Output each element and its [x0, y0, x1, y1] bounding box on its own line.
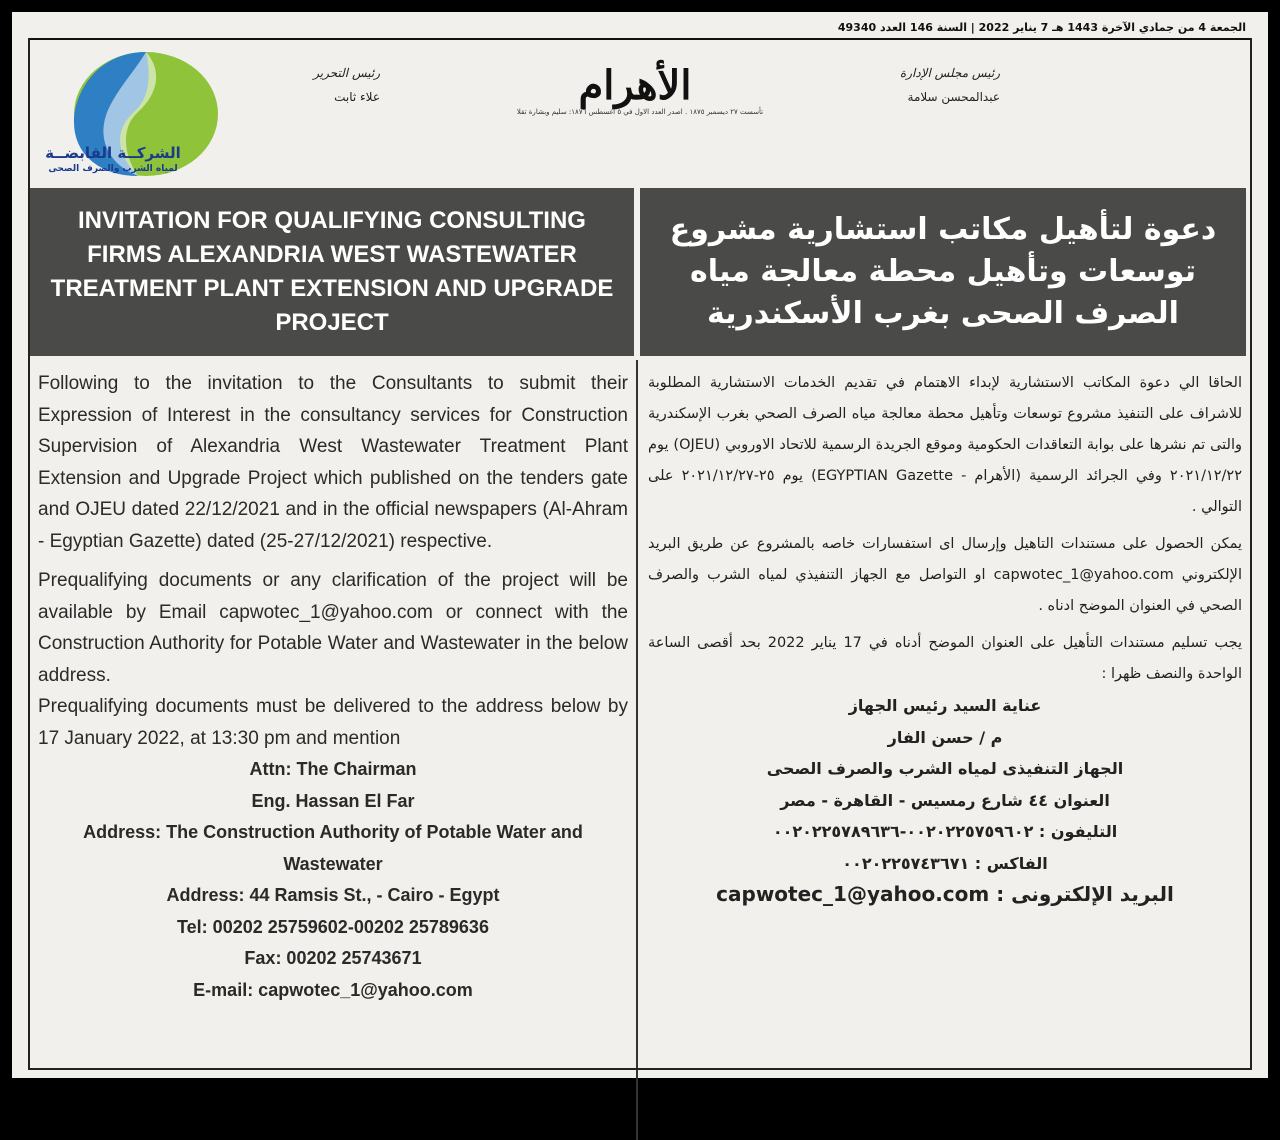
newspaper-logo: الأهرام — [578, 62, 692, 109]
newspaper-clipping — [12, 12, 1268, 1078]
english-tel: Tel: 00202 25759602-00202 25789636 — [177, 916, 489, 937]
editor-name: علاء ثابت — [334, 90, 380, 104]
arabic-paragraph-2: يمكن الحصول على مستندات التاهيل وإرسال اى استفسارات خاصه بالمشروع عن طريق البريد الإلكتروني capwotec_1@yahoo.com او التواصل مع الجهاز التنفيذي لمياه الشرب والصرف الصحي في العنوان الموضح ادناه . — [648, 536, 1242, 614]
bottom-rule — [28, 1068, 1252, 1070]
english-attn: Attn: The Chairman — [249, 759, 417, 779]
english-column — [38, 368, 628, 1006]
arabic-fax: الفاكس : ٠٠٢٠٢٢٥٧٤٣٦٧١ — [842, 853, 1048, 873]
page-frame — [28, 38, 1252, 1070]
arabic-authority: الجهاز التنفيذى لمياه الشرب والصرف الصحى — [766, 759, 1124, 778]
english-paragraph-1: Following to the invitation to the Consultants to submit their Expression of Interest in the consultancy services for Construction Supervision of Alexandria West Wastewater Treatment Plant Extension and Upgrade Project which published on the tenders gate and OJEU dated 22/12/2021 and in the official newspapers (Al-Ahram - Egyptian Gazette) dated (25-27/12/2021) respective. — [38, 373, 628, 552]
company-logo-line2: لمياه الشرب والصرف الصحى — [48, 164, 178, 174]
editor-label: رئيس التحرير — [313, 66, 380, 80]
column-divider — [636, 360, 638, 1140]
arabic-title: دعوة لتأهيل مكاتب استشارية مشروع توسعات وتأهيل محطة معالجة مياه الصرف الصحى بغرب الأسكندرية — [640, 188, 1246, 356]
company-logo — [38, 52, 226, 192]
founded-line: تأسست ٢٧ ديسمبر ١٨٧٥ . اصدر العدد الاول في ٥ اغسطس ١٨٧٦: سليم وبشارة تقلا — [516, 108, 764, 116]
arabic-address: العنوان ٤٤ شارع رمسيس - القاهرة - مصر — [780, 790, 1110, 810]
english-eng-name: Eng. Hassan El Far — [251, 790, 415, 811]
arabic-email: البريد الإلكترونى : capwotec_1@yahoo.com — [716, 882, 1174, 906]
english-fax: Fax: 00202 25743671 — [244, 948, 422, 968]
arabic-paragraph-1: الحاقا الي دعوة المكاتب الاستشارية لإبداء الاهتمام في تقديم الخدمات الاستشارية المطلوبة للاشراف على التنفيذ مشروع توسعات وتأهيل محطة معالجة مياه الصرف الصحي بغرب الإسكندرية والتى تم نشرها على بوابة التعاقدات الحكومية وموقع الجريدة الرسمية للاتحاد الاوروبي (OJEU) يوم ٢٠٢١/١٢/٢٢ وفي الجرائد الرسمية (الأهرام - EGYPTIAN Gazette) يوم ٢٥-٢٠٢١/١٢/٢٧ على التوالي . — [648, 375, 1242, 515]
tender-advertisement — [30, 188, 1250, 1068]
english-title: INVITATION FOR QUALIFYING CONSULTING FIRMS ALEXANDRIA WEST WASTEWATER TREATMENT PLANT EXTENSION AND UPGRADE PROJECT — [30, 188, 634, 356]
board-chair-name: عبدالمحسن سلامة — [907, 90, 1000, 104]
arabic-attn: عناية السيد رئيس الجهاز — [848, 696, 1042, 715]
arabic-eng-name: م / حسن الفار — [887, 727, 1003, 747]
english-address-authority: Address: The Construction Authority of Potable Water and Wastewater — [83, 822, 583, 874]
english-address-street: Address: 44 Ramsis St., - Cairo - Egypt — [166, 885, 500, 905]
arabic-paragraph-3: يجب تسليم مستندات التأهيل على العنوان الموضح أدناه في 17 يناير 2022 بحد أقصى الساعة الواحدة والنصف ظهرا : — [648, 635, 1243, 682]
arabic-tel: التليفون : ٠٠٢٠٢٢٥٧٥٩٦٠٢-٠٠٢٠٢٢٥٧٨٩٦٣٦ — [772, 822, 1118, 841]
arabic-column — [648, 368, 1242, 911]
english-email: E-mail: capwotec_1@yahoo.com — [193, 979, 473, 1000]
company-logo-line1: الشركــة القابضــة — [45, 144, 181, 162]
english-paragraph-2: Prequalifying documents or any clarification of the project will be available by Email capwotec_1@yahoo.com or connect with the Construction Authority for Potable Water and Wastewater in the below address. — [38, 570, 628, 686]
date-line: الجمعة 4 من جمادي الآخرة 1443 هـ 7 يناير 2022 | السنة 146 العدد 49340 — [28, 18, 1252, 40]
english-paragraph-3: Prequalifying documents must be delivered to the address below by 17 January 2022, at 13:30 pm and mention — [38, 696, 628, 749]
board-chair-label: رئيس مجلس الإدارة — [899, 66, 1000, 80]
